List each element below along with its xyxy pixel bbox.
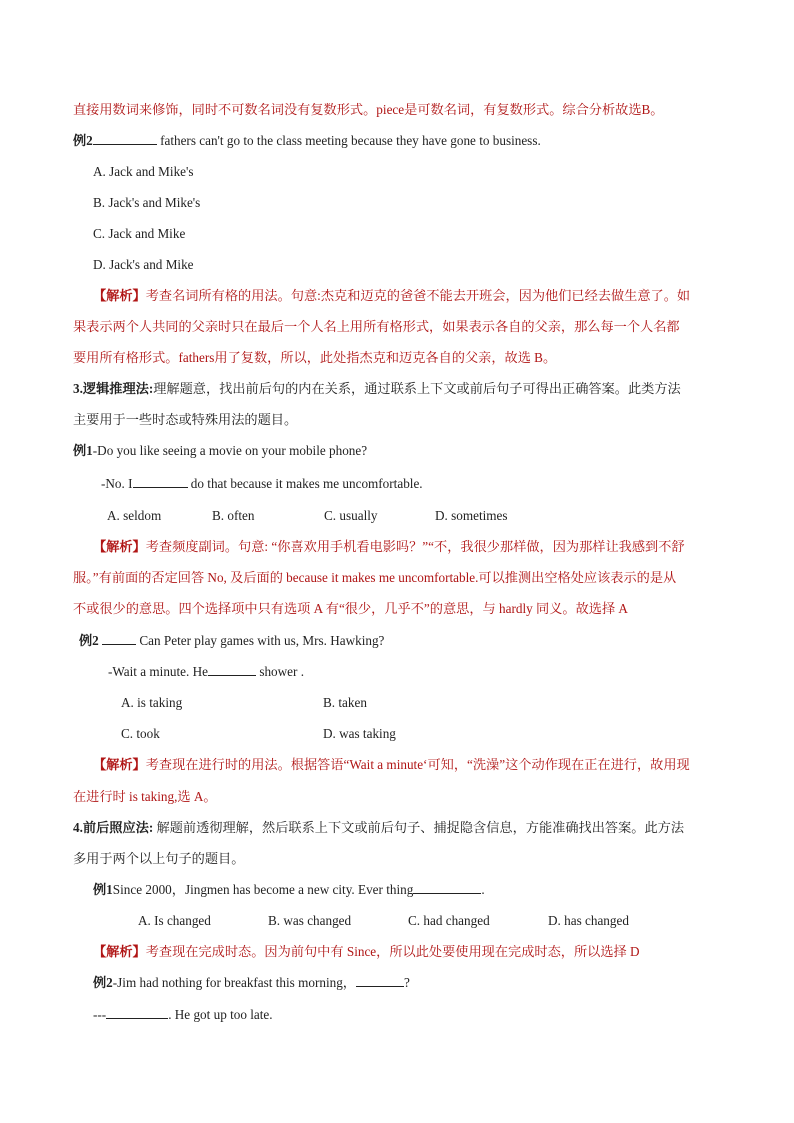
text-line [73,100,664,120]
option-b: B. was changed [268,913,352,928]
option-d: D. sometimes [435,508,508,523]
explanation-line: 在进行时 is taking,选 A。 [73,789,217,804]
explanation-line [93,942,640,962]
example-label: 例2 [79,633,99,648]
option-b: B. Jack's and Mike's [93,195,201,210]
section-text: 多用于两个以上句子的题目。 [73,851,245,866]
question-line [93,973,410,993]
section-text: 主要用于一些时态或特殊用法的题目。 [73,412,298,427]
section-heading [73,379,681,399]
example-label: 例1 [73,443,93,458]
analysis-tag: 【解析】 [93,539,146,554]
question-text: fathers can't go to the class meeting because they have gone to business. [156,133,541,148]
option-a: A. Jack and Mike's [93,164,194,179]
section-heading [73,818,684,838]
question-text: . [481,882,485,897]
question-text: Can Peter play games with us, Mrs. Hawking? [136,633,385,648]
answer-blank [208,662,256,676]
paragraph-text: 直接用数词来修饰，同时不可数名词没有复数形式。piece是可数名词，有复数形式。综合分析故选B。 [73,102,664,117]
question-line [73,131,541,151]
answer-blank [102,631,136,645]
answer-text: -Wait a minute. He [108,664,209,679]
answer-blank [106,1005,168,1019]
answer-line [93,1005,273,1025]
option-c: C. had changed [408,913,490,928]
answer-line [108,662,304,682]
question-line [93,880,485,900]
option-c: C. usually [324,508,378,523]
question-line [79,631,384,651]
analysis-tag: 【解析】 [93,288,146,303]
answer-blank [133,474,188,488]
explanation-text: 考查频度副词。句意: “你喜欢用手机看电影吗？”“不，我很少那样做，因为那样让我感到不舒 [145,539,685,554]
question-line [73,441,367,461]
question-text: -Do you like seeing a movie on your mobile phone? [92,443,368,458]
explanation-text: 考查现在完成时态。因为前句中有 Since，所以此处要使用现在完成时态，所以选择 D [145,944,640,959]
example-label: 例1 [93,882,113,897]
explanation-line: 服。”有前面的否定回答 No, 及后面的 because it makes me uncomfortable.可以推测出空格处应该表示的是从 [73,570,677,585]
option-c: C. took [121,726,160,741]
question-text: -Jim had nothing for breakfast this morning， [112,975,356,990]
analysis-tag: 【解析】 [93,944,146,959]
explanation-line [93,755,690,775]
answer-blank [356,973,404,987]
analysis-tag: 【解析】 [93,757,146,772]
explanation-line: 果表示两个人共同的父亲时只在最后一个人名上用所有格形式，如果表示各自的父亲，那么每一个人名都 [73,319,680,334]
option-b: B. often [212,508,255,523]
answer-blank [93,131,157,145]
answer-text: do that because it makes me uncomfortable. [187,476,423,491]
answer-blank [413,880,481,894]
option-c: C. Jack and Mike [93,226,186,241]
answer-text: --- [93,1007,107,1022]
answer-text: -No. I [101,476,133,491]
option-a: A. Is changed [138,913,211,928]
option-b: B. taken [323,695,367,710]
explanation-text: 考查名词所有格的用法。句意:杰克和迈克的爸爸不能去开班会，因为他们已经去做生意了。如 [145,288,691,303]
explanation-line: 不或很少的意思。四个选择项中只有选项 A 有“很少，几乎不”的意思，与 hardly 同义。故选择 A [73,601,628,616]
explanation-line [93,537,685,557]
explanation-line [93,286,690,306]
explanation-text: 考查现在进行时的用法。根据答语“Wait a minute‘可知，“洗澡”这个动作现在正在进行，故用现 [145,757,690,772]
option-a: A. seldom [107,508,162,523]
example-label: 例2 [93,975,113,990]
option-a: A. is taking [121,695,183,710]
answer-text: . He got up too late. [168,1007,273,1022]
answer-text: shower . [256,664,304,679]
question-text: Since 2000，Jingmen has become a new city. Ever thing [112,882,414,897]
example-label: 例2 [73,133,93,148]
option-d: D. Jack's and Mike [93,257,194,272]
question-text: ? [403,975,410,990]
answer-line [101,474,423,494]
section-text: 解题前透彻理解，然后联系上下文或前后句子、捕捉隐含信息，方能准确找出答案。此方法 [153,820,685,835]
section-title: 4.前后照应法: [73,820,154,835]
section-text: 理解题意，找出前后句的内在关系，通过联系上下文或前后句子可得出正确答案。此类方法 [153,381,681,396]
option-d: D. has changed [548,913,629,928]
explanation-line: 要用所有格形式。fathers用了复数，所以，此处指杰克和迈克各自的父亲，故选 B。 [73,350,557,365]
option-d: D. was taking [323,726,396,741]
section-title: 3.逻辑推理法: [73,381,154,396]
